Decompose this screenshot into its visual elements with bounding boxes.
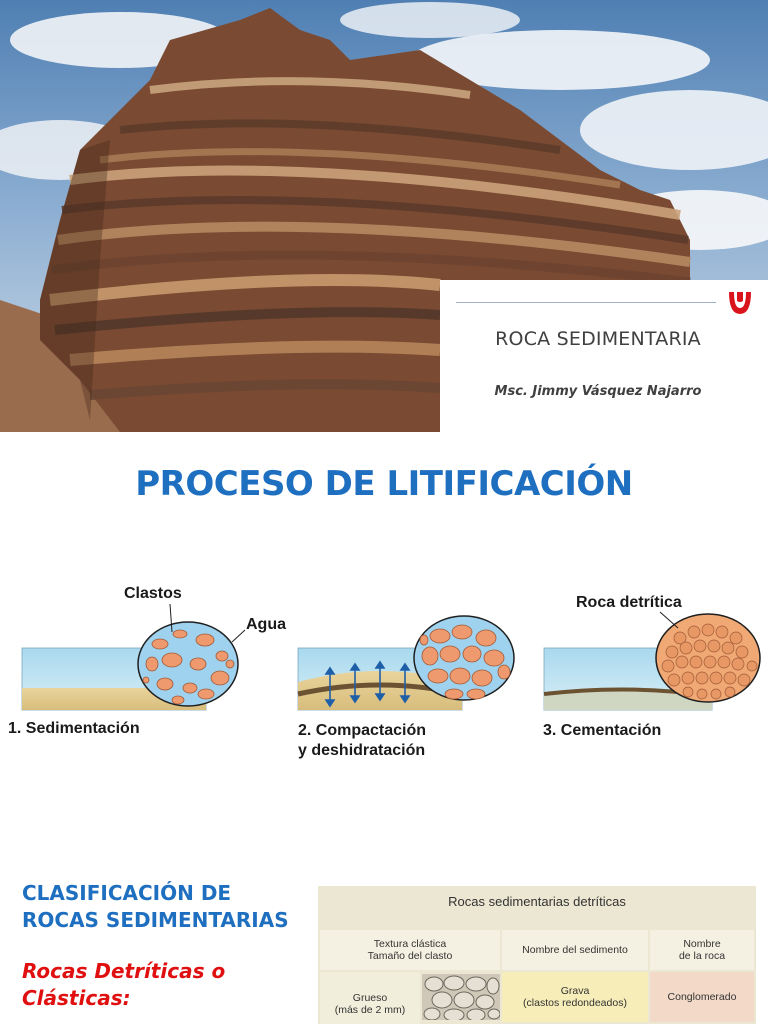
presentation-title: ROCA SEDIMENTARIA [495, 328, 701, 350]
university-logo [724, 290, 756, 318]
sediment-cell-gravel: Grava (clastos redondeados) [502, 972, 648, 1022]
header-cell-sediment: Nombre del sedimento [502, 930, 648, 970]
step-3-label [543, 721, 661, 741]
step-2-line2: y deshidratación [298, 742, 426, 759]
compaction-panel [298, 616, 514, 710]
step-3-line1: 3. Cementación [543, 722, 662, 739]
size-cell: Grueso (más de 2 mm) [320, 972, 420, 1024]
rock-cell-conglomerate: Conglomerado [650, 972, 754, 1022]
title-slide [0, 0, 768, 432]
classification-heading: CLASIFICACIÓN DE ROCAS SEDIMENTARIAS [22, 881, 289, 932]
step-2-label [298, 721, 426, 761]
agua-label: Agua [246, 616, 286, 633]
sedimentation-panel [22, 604, 245, 710]
cementation-panel [544, 612, 760, 710]
header-cell-rock: Nombre de la roca [650, 930, 754, 970]
gravel-texture-image [422, 974, 500, 1020]
litification-slide [0, 432, 768, 864]
clastos-label: Clastos [124, 585, 182, 602]
classification-slide [0, 864, 768, 1024]
author-name: Msc. Jimmy Vásquez Najarro [494, 384, 702, 399]
step-1-line1: 1. Sedimentación [8, 720, 140, 737]
detrital-rocks-table [318, 886, 756, 1024]
detrital-rocks-subheading: Rocas Detríticas o Clásticas: [22, 959, 226, 1010]
divider [456, 302, 716, 303]
litification-diagram [0, 432, 768, 864]
roca-detritica-label: Roca detrítica [576, 594, 682, 611]
header-cell-texture: Textura clástica Tamaño del clasto [320, 930, 500, 970]
step-2-line1: 2. Compactación [298, 722, 427, 739]
title-card [440, 280, 768, 432]
step-1-label [8, 719, 140, 739]
table-caption: Rocas sedimentarias detríticas [448, 894, 626, 909]
slide-heading: PROCESO DE LITIFICACIÓN [135, 464, 633, 504]
